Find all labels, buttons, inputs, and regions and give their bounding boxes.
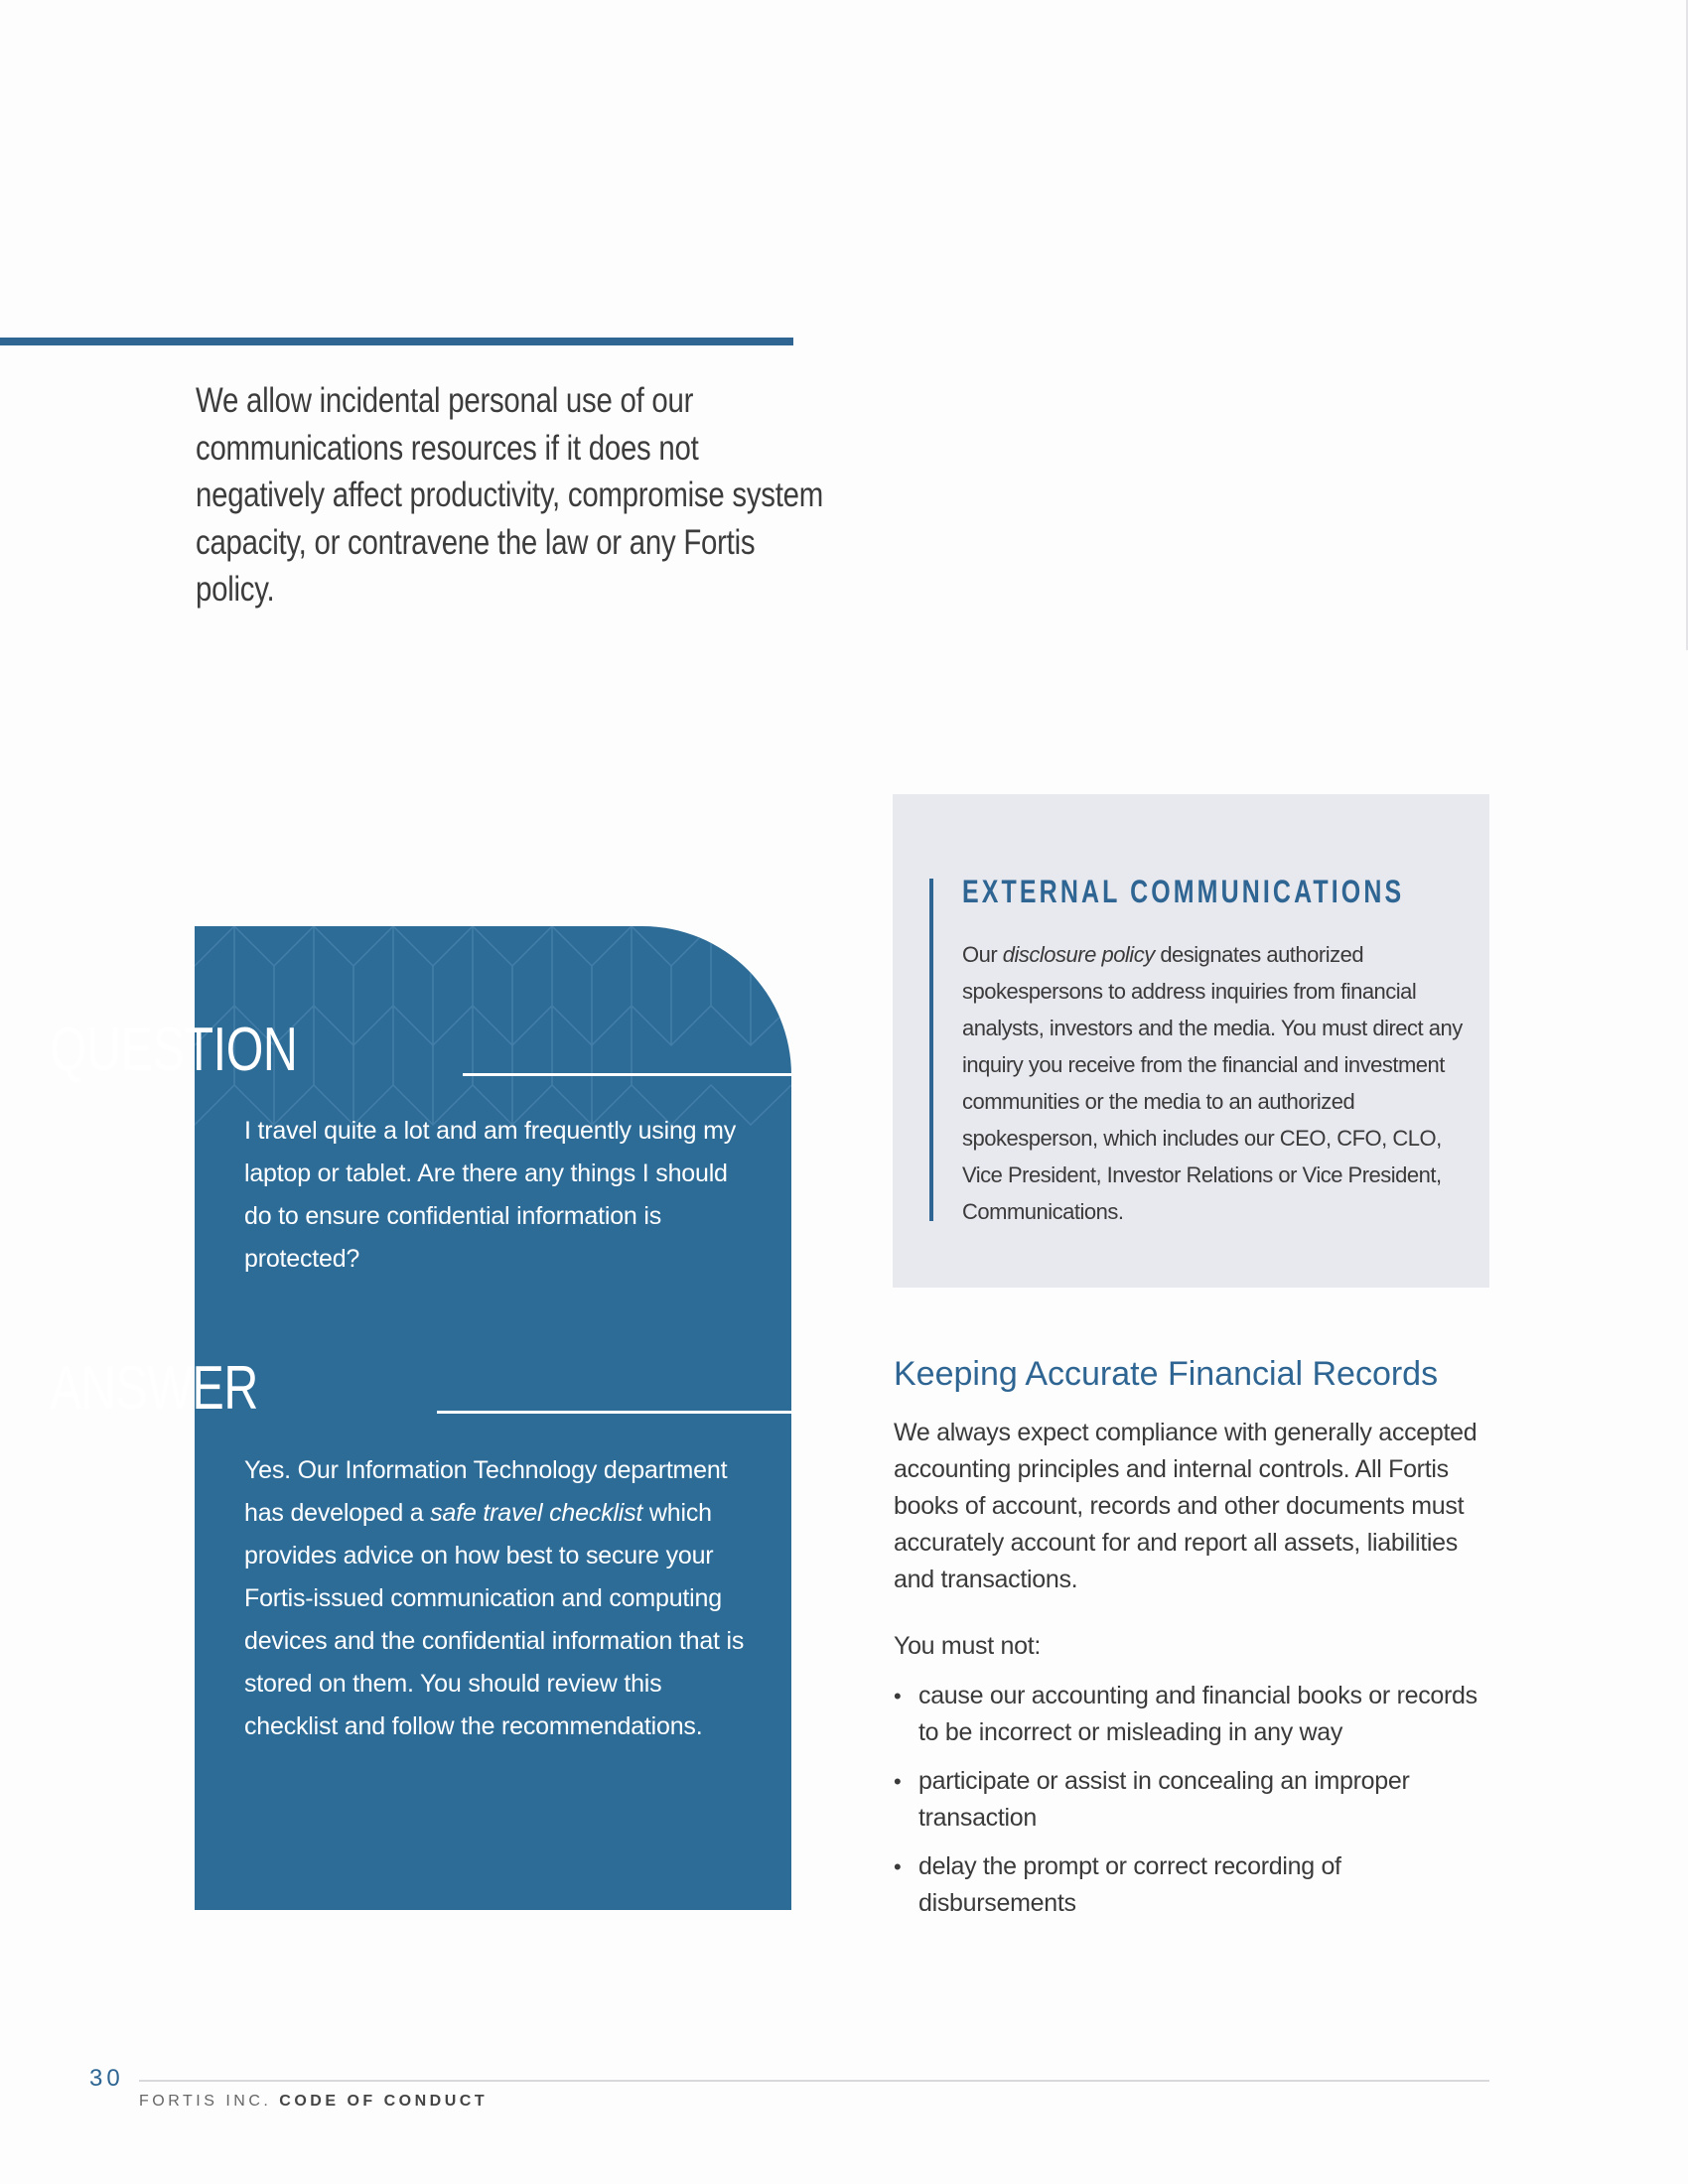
bullet-icon: • <box>894 1684 902 1708</box>
safe-travel-checklist-term: safe travel checklist <box>430 1499 643 1527</box>
bullet-icon: • <box>894 1769 902 1794</box>
list-item: • cause our accounting and financial books or records to be incorrect or misleading in any way <box>894 1678 1489 1751</box>
external-communications-text: Our disclosure policy designates authorized spokespersons to address inquiries from financial analysts, investors and the media. You must direct any inquiry you receive from the financial and investment communities or the media to an authorized spokesperson, which includes our CEO, CFO, CLO, Vice President, Investor Relations or Vice President, Communications. <box>962 942 1463 1224</box>
must-not-list <box>894 1678 1489 1934</box>
list-item: • participate or assist in concealing an improper transaction <box>894 1763 1489 1837</box>
disclosure-policy-term: disclosure policy <box>1002 942 1155 967</box>
financial-records-paragraph: We always expect compliance with generally accepted accounting principles and internal controls. All Fortis books of account, records and other documents must accurately account for and report all assets, liabilities and transactions. <box>894 1419 1477 1593</box>
external-communications-accent-bar <box>929 879 933 1221</box>
answer-heading: ANSWER <box>50 1354 258 1423</box>
list-item: • delay the prompt or correct recording of disbursements <box>894 1848 1489 1922</box>
answer-text: Yes. Our Information Technology department has developed a safe travel checklist which provides advice on how best to secure your Fortis-issued communication and computing devices and the confidential information that is stored on them. You should review this checklist and follow the recommendations. <box>244 1456 745 1740</box>
footer-document-title: FORTIS INC. CODE OF CONDUCT <box>139 2093 489 2110</box>
external-communications-title: EXTERNAL COMMUNICATIONS <box>962 874 1405 909</box>
must-not-label: You must not: <box>894 1632 1042 1660</box>
question-rule <box>463 1073 791 1076</box>
footer-rule <box>139 2080 1489 2082</box>
bullet-icon: • <box>894 1854 902 1879</box>
pull-quote: We allow incidental personal use of our communications resources if it does not negatively affect productivity, compromise system capacity, or contravene the law or any Fortis policy. <box>196 381 823 609</box>
answer-rule <box>437 1411 791 1414</box>
page-number: 30 <box>89 2065 124 2092</box>
financial-records-heading: Keeping Accurate Financial Records <box>894 1355 1439 1393</box>
question-text: I travel quite a lot and am frequently using my laptop or tablet. Are there any things I should do to ensure confidential information is protected? <box>244 1117 737 1273</box>
top-accent-rule <box>0 338 793 345</box>
question-heading: QUESTION <box>50 1016 298 1084</box>
